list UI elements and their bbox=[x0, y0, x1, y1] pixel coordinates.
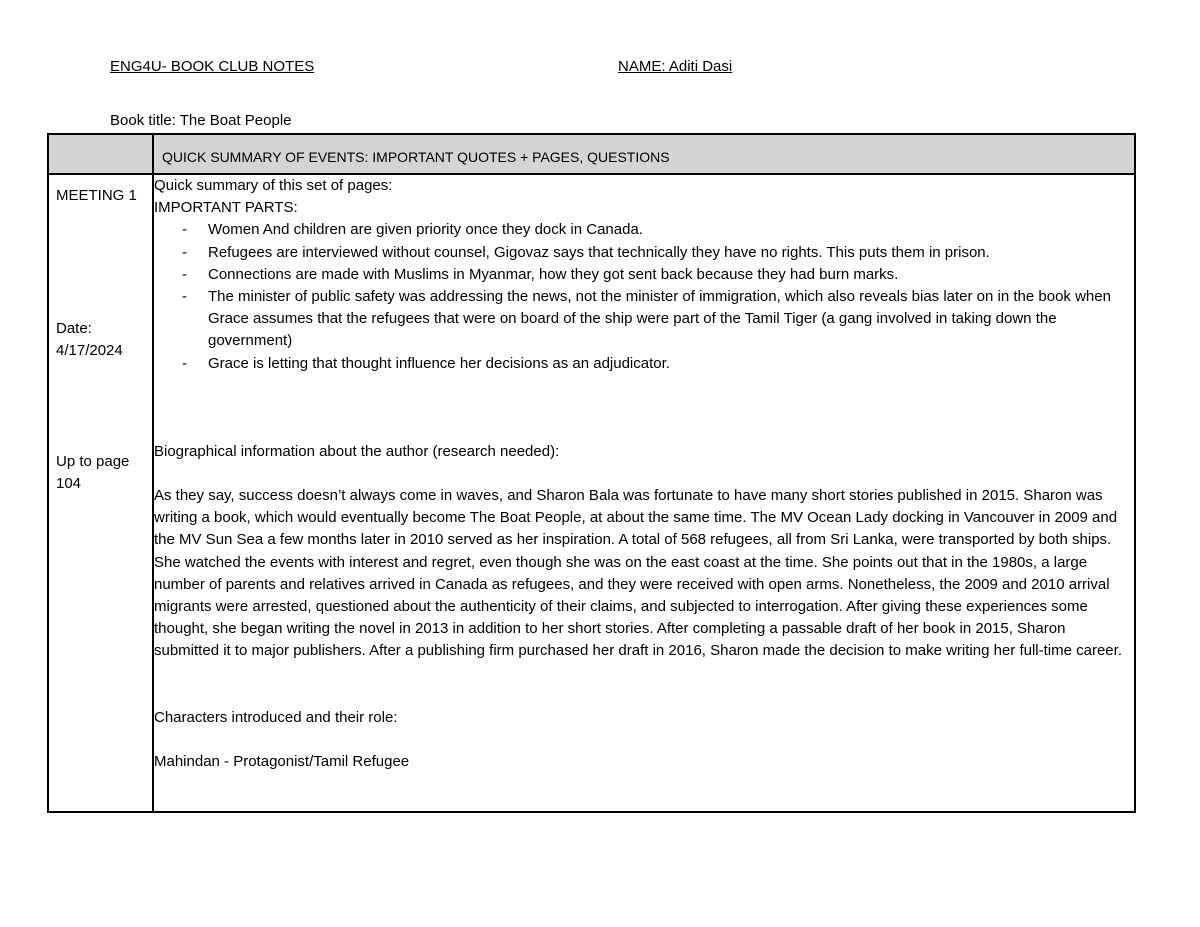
table-header-row bbox=[48, 134, 1135, 174]
meeting-info-cell bbox=[48, 174, 153, 812]
character-entry: Mahindan - Protagonist/Tamil Refugee bbox=[154, 752, 410, 770]
list-item bbox=[154, 353, 1134, 375]
important-parts-list bbox=[154, 219, 1134, 374]
book-title: Book title: The Boat People bbox=[110, 112, 292, 129]
list-item-text: The minister of public safety was addressing the news, not the minister of immigration, which also reveals bias later on in the book when Grace assumes that the refugees that were on board of the ship were part of the Tamil Tiger (a gang involved in taking down the government) bbox=[208, 288, 1111, 350]
date-label: Date: bbox=[56, 320, 92, 337]
bullet-dash: - bbox=[182, 221, 187, 239]
list-item bbox=[154, 219, 1134, 241]
important-parts-heading: IMPORTANT PARTS: bbox=[154, 199, 298, 217]
header-label-cell bbox=[153, 134, 1135, 174]
notes-content-cell bbox=[153, 174, 1135, 812]
characters-heading: Characters introduced and their role: bbox=[154, 708, 398, 726]
list-item-text: Refugees are interviewed without counsel, Gigovaz says that technically they have no rights. This puts them in prison. bbox=[208, 243, 990, 261]
list-item bbox=[154, 286, 1134, 353]
list-item-text: Connections are made with Muslims in Myanmar, how they got sent back because they had burn marks. bbox=[208, 265, 899, 283]
meeting-row bbox=[48, 174, 1135, 812]
list-item-text: Women And children are given priority once they dock in Canada. bbox=[208, 221, 643, 239]
bullet-dash: - bbox=[182, 243, 187, 261]
list-item-text: Grace is letting that thought influence her decisions as an adjudicator. bbox=[208, 354, 670, 372]
meeting-label: MEETING 1 bbox=[56, 187, 137, 204]
date-value: 4/17/2024 bbox=[56, 342, 123, 359]
notes-table bbox=[47, 133, 1136, 813]
bullet-dash: - bbox=[182, 288, 187, 306]
summary-heading: Quick summary of this set of pages: bbox=[154, 177, 393, 194]
pages-label: Up to page bbox=[56, 453, 130, 470]
student-name: NAME: Aditi Dasi bbox=[618, 58, 733, 75]
list-item bbox=[154, 264, 1134, 286]
header-empty-cell bbox=[48, 134, 153, 174]
list-item bbox=[154, 242, 1134, 264]
bio-text: As they say, success doesn’t always come in waves, and Sharon Bala was fortunate to have many short stories published in 2015. Sharon was writing a book, which would eventually become The Boat People, at about the same time. The MV Ocean Lady docking in Vancouver in 2009 and the MV Sun Sea a few months later in 2010 served as her inspiration. A total of 568 refugees, all from Sri Lanka, were transported by both ships. She watched the events with interest and regret, even though she was on the east coast at the time. She points out that in the 1980s, a large number of parents and relatives arrived in Canada as refugees, and they were received with open arms. Nonetheless, the 2009 and 2010 arrival migrants were arrested, questioned about the authenticity of their claims, and subjected to interrogation. After giving these experiences some thought, she began writing the novel in 2013 in addition to her short stories. After completing a passable draft of her book in 2015, Sharon submitted it to major publishers. After a publishing firm purchased her draft in 2016, Sharon made the decision to make writing her full-time career. bbox=[154, 487, 1122, 660]
course-title: ENG4U- BOOK CLUB NOTES bbox=[110, 58, 315, 75]
bio-heading: Biographical information about the author (research needed): bbox=[154, 442, 560, 460]
table-header-label: QUICK SUMMARY OF EVENTS: IMPORTANT QUOTES + PAGES, QUESTIONS bbox=[162, 149, 670, 165]
page-header bbox=[110, 57, 1130, 81]
bullet-dash: - bbox=[182, 354, 187, 372]
bullet-dash: - bbox=[182, 265, 187, 283]
pages-value: 104 bbox=[56, 475, 82, 492]
